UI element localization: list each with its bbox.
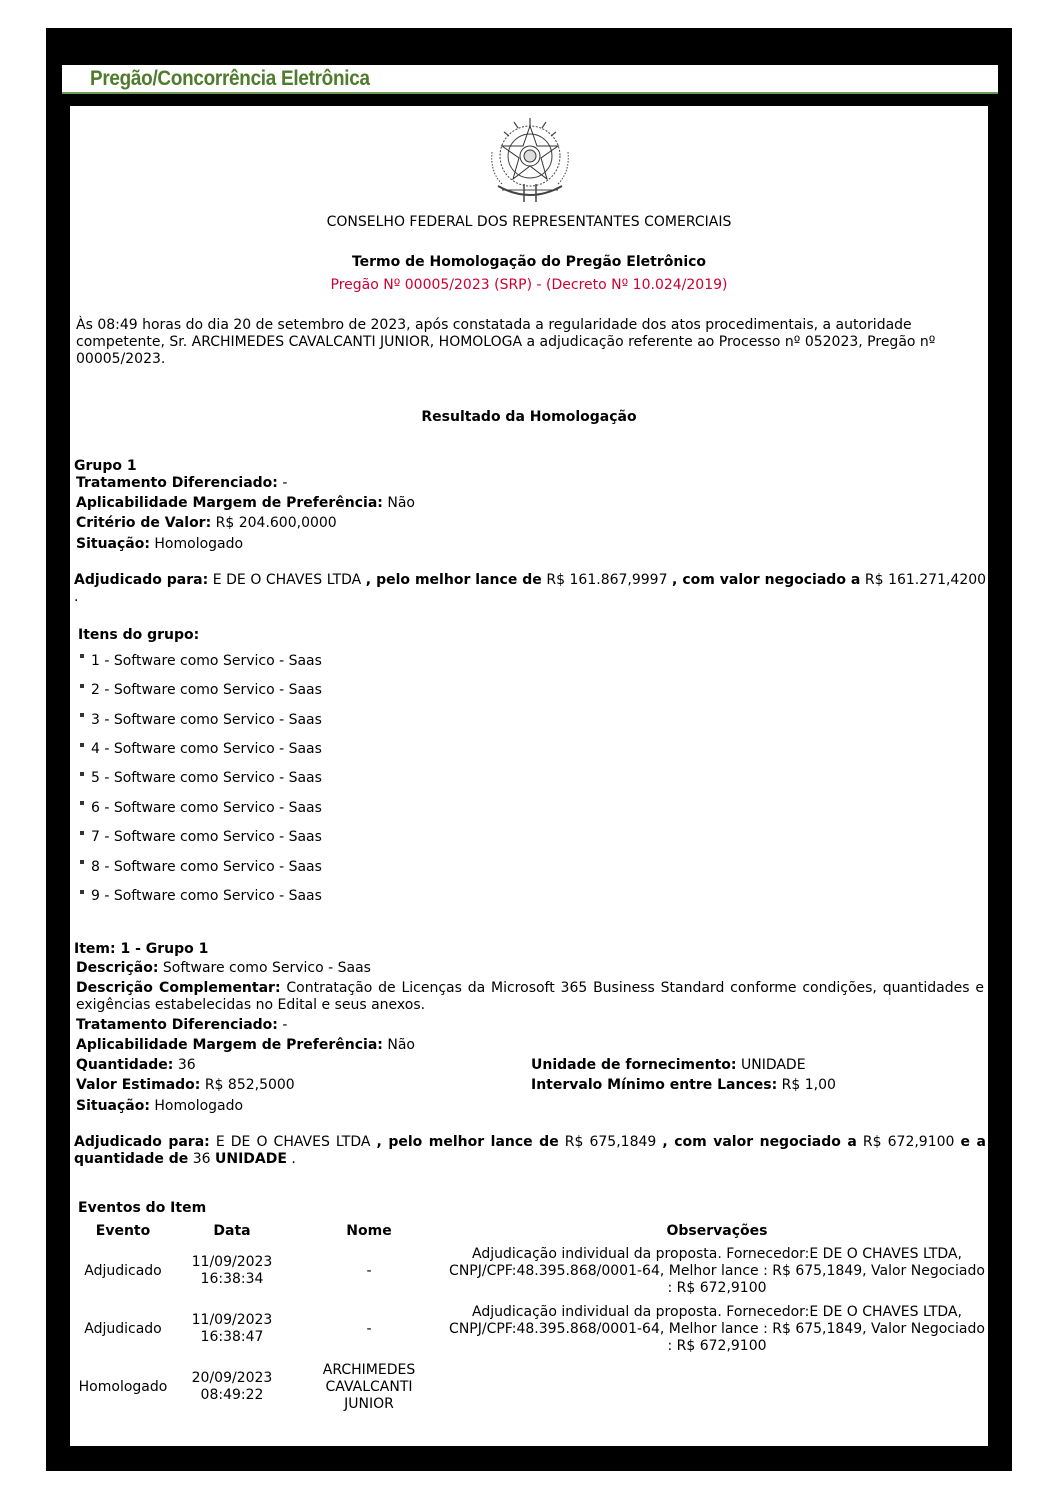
cell-nome: ARCHIMEDES CAVALCANTI JUNIOR	[322, 1361, 416, 1412]
group-criterio-value: R$ 204.600,0000	[215, 515, 337, 531]
item-intervalo-label: Intervalo Mínimo entre Lances:	[531, 1077, 778, 1093]
item-quantidade	[76, 1057, 196, 1074]
item-valor-estimado	[76, 1077, 295, 1094]
page-title: Pregão/Concorrência Eletrônica	[90, 67, 370, 90]
item-adj-company: E DE O CHAVES LTDA	[215, 1134, 371, 1150]
cell-date: 11/09/2023	[191, 1254, 273, 1270]
item-situacao	[76, 1098, 243, 1115]
item-aplicabilidade-label: Aplicabilidade Margem de Preferência:	[76, 1037, 383, 1053]
bullet-icon	[80, 860, 84, 864]
cell-date: 20/09/2023	[191, 1370, 273, 1386]
table-row	[74, 1242, 988, 1300]
item-tratamento-label: Tratamento Diferenciado:	[76, 1017, 278, 1033]
item-adj-and: e a quantidade de	[74, 1134, 986, 1167]
item-aplicabilidade-value: Não	[387, 1037, 415, 1053]
item-adj-neg-value: R$ 672,9100	[862, 1134, 955, 1150]
cell-time: 08:49:22	[200, 1387, 264, 1403]
bullet-icon	[80, 801, 84, 805]
item-intervalo	[531, 1077, 836, 1094]
cell-nome: -	[366, 1262, 372, 1279]
item-tratamento	[76, 1017, 287, 1034]
column-header-data: Data	[213, 1223, 251, 1239]
cell-time: 16:38:34	[200, 1271, 264, 1287]
events-header-row	[74, 1220, 988, 1242]
item-adj-end: .	[291, 1151, 296, 1167]
bullet-icon	[80, 772, 84, 776]
coat-of-arms-icon	[484, 112, 576, 206]
group-aplicabilidade	[76, 495, 415, 512]
group-criterio-label: Critério de Valor:	[76, 515, 212, 531]
cell-evento: Adjudicado	[84, 1320, 162, 1337]
table-row	[74, 1300, 988, 1358]
item-unidade-value: UNIDADE	[740, 1057, 806, 1073]
cell-observacoes	[446, 1358, 988, 1416]
item-situacao-value: Homologado	[154, 1098, 244, 1114]
events-table	[74, 1220, 988, 1416]
item-unidade	[531, 1057, 806, 1074]
bullet-icon	[80, 831, 84, 835]
item-intervalo-value: R$ 1,00	[781, 1077, 836, 1093]
item-unidade-label: Unidade de fornecimento:	[531, 1057, 737, 1073]
group-situacao-label: Situação:	[76, 536, 150, 552]
group-situacao-value: Homologado	[154, 536, 244, 552]
page-header	[62, 65, 998, 94]
group-adj-neg-value: R$ 161.271,4200	[864, 572, 987, 588]
cell-nome: -	[366, 1320, 372, 1337]
bullet-icon	[80, 743, 84, 747]
events-heading: Eventos do Item	[78, 1200, 207, 1216]
item-valor-value: R$ 852,5000	[204, 1077, 295, 1093]
cell-observacoes: Adjudicação individual da proposta. Fornecedor:E DE O CHAVES LTDA, CNPJ/CPF:48.395.868/0001-64, Melhor lance : R$ 675,1849, Valor Negociado : R$ 672,9100	[449, 1245, 985, 1296]
group-situacao	[76, 536, 243, 553]
group-adj-company: E DE O CHAVES LTDA	[212, 572, 362, 588]
group-aplicabilidade-value: Não	[387, 495, 415, 511]
bullet-icon	[80, 654, 84, 658]
item-adjudicado	[74, 1134, 986, 1168]
cell-evento: Adjudicado	[84, 1262, 162, 1279]
item-aplicabilidade	[76, 1037, 415, 1054]
group-items-heading: Itens do grupo:	[78, 627, 200, 643]
item-adj-neg-label: , com valor negociado a	[662, 1134, 857, 1150]
group-tratamento-label: Tratamento Diferenciado:	[76, 475, 278, 491]
item-adj-qty: 36	[192, 1151, 211, 1167]
organization-name: CONSELHO FEDERAL DOS REPRESENTANTES COMERCIAIS	[326, 214, 732, 230]
group-title: Grupo 1	[74, 458, 137, 474]
document-page: CONSELHO FEDERAL DOS REPRESENTANTES COMERCIAIS Termo de Homologação do Pregão Eletrônico Pregão Nº 00005/2023 (SRP) - (Decreto Nº 10.024/2019) Às 08:49 horas do dia 20 de setembro de 2023, após constatada a regularidade dos atos procedimentais, a autoridade competente, Sr. ARCHIMEDES CAVALCANTI JUNIOR, HOMOLOGA a adjudicação referente ao Processo nº 052023, Pregão nº 00005/2023. Resultado da Homologação Grupo 1 Tratamento Diferenciado: - Aplicabilidade Margem de Preferência: Não Critério de Valor: R$ 204.600,0000 Situação: Homologado Adjudicado para: E DE O CHAVES LTDA , pelo melhor lance de R$ 161.867,9997 , com valor negociado a R$ 161.271,4200 . Itens do grupo: 1 - Software como Servico - Saas 2 - Software como Servico - Saas 3 - Software como Servico - Saas 4 - Software como Servico - Saas 5 - Software como Servico - Saas 6 - Software como Servico - Saas 7 - Software como Servico - Saas 8 - Software como Servico - Saas 9 - Software como Servico - Saas Item: 1 - Grupo 1 Descrição: Software como Servico - Saas Descrição Complementar: Contratação de Licenças da Microsoft 365 Business Standard conforme condições, quantidades e exigências estabelecidas no Edital e seus anexos. Tratamento Diferenciado: - Aplicabilidade Margem de Preferência: Não Quantidade: 36 Unidade de fornecimento: UNIDADE Valor Estimado: R$ 852,5000 Intervalo Mínimo entre Lances: R$ 1,00 Situação: Homologado Adjudicado para: E DE O CHAVES LTDA , pelo melhor lance de R$ 675,1849 , com valor negociado a R$ 672,9100 e a quantidade de 36 UNIDADE . Eventos do Item Evento Data Nome Observações Adjudicado 11/09/2023 16:38:34 - Adjudicação individual da proposta. Fornecedor:E DE O CHAVES LTDA, CNPJ/CPF:48.395.868/0001-64, Melhor lance : R$ 675,1849, Valor Negociado : R$ 672,9100 Adjudicado 11/09/2023 16:38:47 - Adjudicação individual da proposta. Fornecedor:E DE O CHAVES LTDA, CNPJ/CPF:48.395.868/0001-64, Melhor lance : R$ 675,1849, Valor Negociado : R$ 672,9100 Homologado 20/09/2023 08:49:22 ARCHIMEDES CAVALCANTI JUNIOR	[70, 106, 988, 1446]
cell-data	[172, 1358, 292, 1416]
group-adj-neg-label: , com valor negociado a	[672, 572, 861, 588]
group-adjudicado	[74, 572, 986, 606]
group-adj-mid: , pelo melhor lance de	[365, 572, 542, 588]
group-tratamento	[76, 475, 287, 492]
cell-date: 11/09/2023	[191, 1312, 273, 1328]
term-title: Termo de Homologação do Pregão Eletrônico	[351, 254, 707, 270]
column-header-observacoes: Observações	[666, 1223, 768, 1239]
bullet-icon	[80, 890, 84, 894]
table-row	[74, 1358, 988, 1416]
group-adj-end: .	[74, 589, 79, 605]
bullet-icon	[80, 684, 84, 688]
cell-evento: Homologado	[78, 1378, 168, 1395]
item-adj-label: Adjudicado para:	[74, 1134, 210, 1150]
cell-time: 16:38:47	[200, 1329, 264, 1345]
item-title: Item: 1 - Grupo 1	[74, 941, 209, 957]
intro-paragraph: Às 08:49 horas do dia 20 de setembro de 2023, após constatada a regularidade dos atos procedimentais, a autoridade competente, Sr. ARCHIMEDES CAVALCANTI JUNIOR, HOMOLOGA a adjudicação referente ao Processo nº 052023, Pregão nº 00005/2023.	[76, 317, 936, 367]
item-situacao-label: Situação:	[76, 1098, 150, 1114]
bullet-icon	[80, 713, 84, 717]
group-adj-lance: R$ 161.867,9997	[546, 572, 668, 588]
item-valor-label: Valor Estimado:	[76, 1077, 201, 1093]
item-quantidade-value: 36	[177, 1057, 196, 1073]
item-descricao	[76, 960, 371, 977]
group-aplicabilidade-label: Aplicabilidade Margem de Preferência:	[76, 495, 383, 511]
cell-data	[172, 1300, 292, 1358]
item-descricao-complementar	[76, 980, 984, 1014]
item-tratamento-value: -	[282, 1017, 288, 1033]
group-tratamento-value: -	[282, 475, 288, 491]
pregao-number: Pregão Nº 00005/2023 (SRP) - (Decreto Nº 10.024/2019)	[330, 277, 728, 293]
cell-observacoes: Adjudicação individual da proposta. Fornecedor:E DE O CHAVES LTDA, CNPJ/CPF:48.395.868/0001-64, Melhor lance : R$ 675,1849, Valor Negociado : R$ 672,9100	[449, 1303, 985, 1354]
item-adj-lance: R$ 675,1849	[564, 1134, 657, 1150]
item-desc-comp-value: Contratação de Licenças da Microsoft 365 Business Standard conforme condições, quantidades e exigências estabelecidas no Edital e seus anexos.	[76, 980, 984, 1013]
group-adj-label: Adjudicado para:	[74, 572, 209, 588]
result-heading: Resultado da Homologação	[421, 409, 637, 425]
item-descricao-value: Software como Servico - Saas	[162, 960, 371, 976]
item-adj-mid: , pelo melhor lance de	[376, 1134, 559, 1150]
column-header-nome: Nome	[346, 1223, 392, 1239]
item-desc-comp-label: Descrição Complementar:	[76, 980, 281, 996]
group-criterio	[76, 515, 337, 532]
item-descricao-label: Descrição:	[76, 960, 159, 976]
item-adj-unit: UNIDADE	[215, 1151, 287, 1167]
cell-data	[172, 1242, 292, 1300]
item-quantidade-label: Quantidade:	[76, 1057, 174, 1073]
column-header-evento: Evento	[95, 1223, 151, 1239]
